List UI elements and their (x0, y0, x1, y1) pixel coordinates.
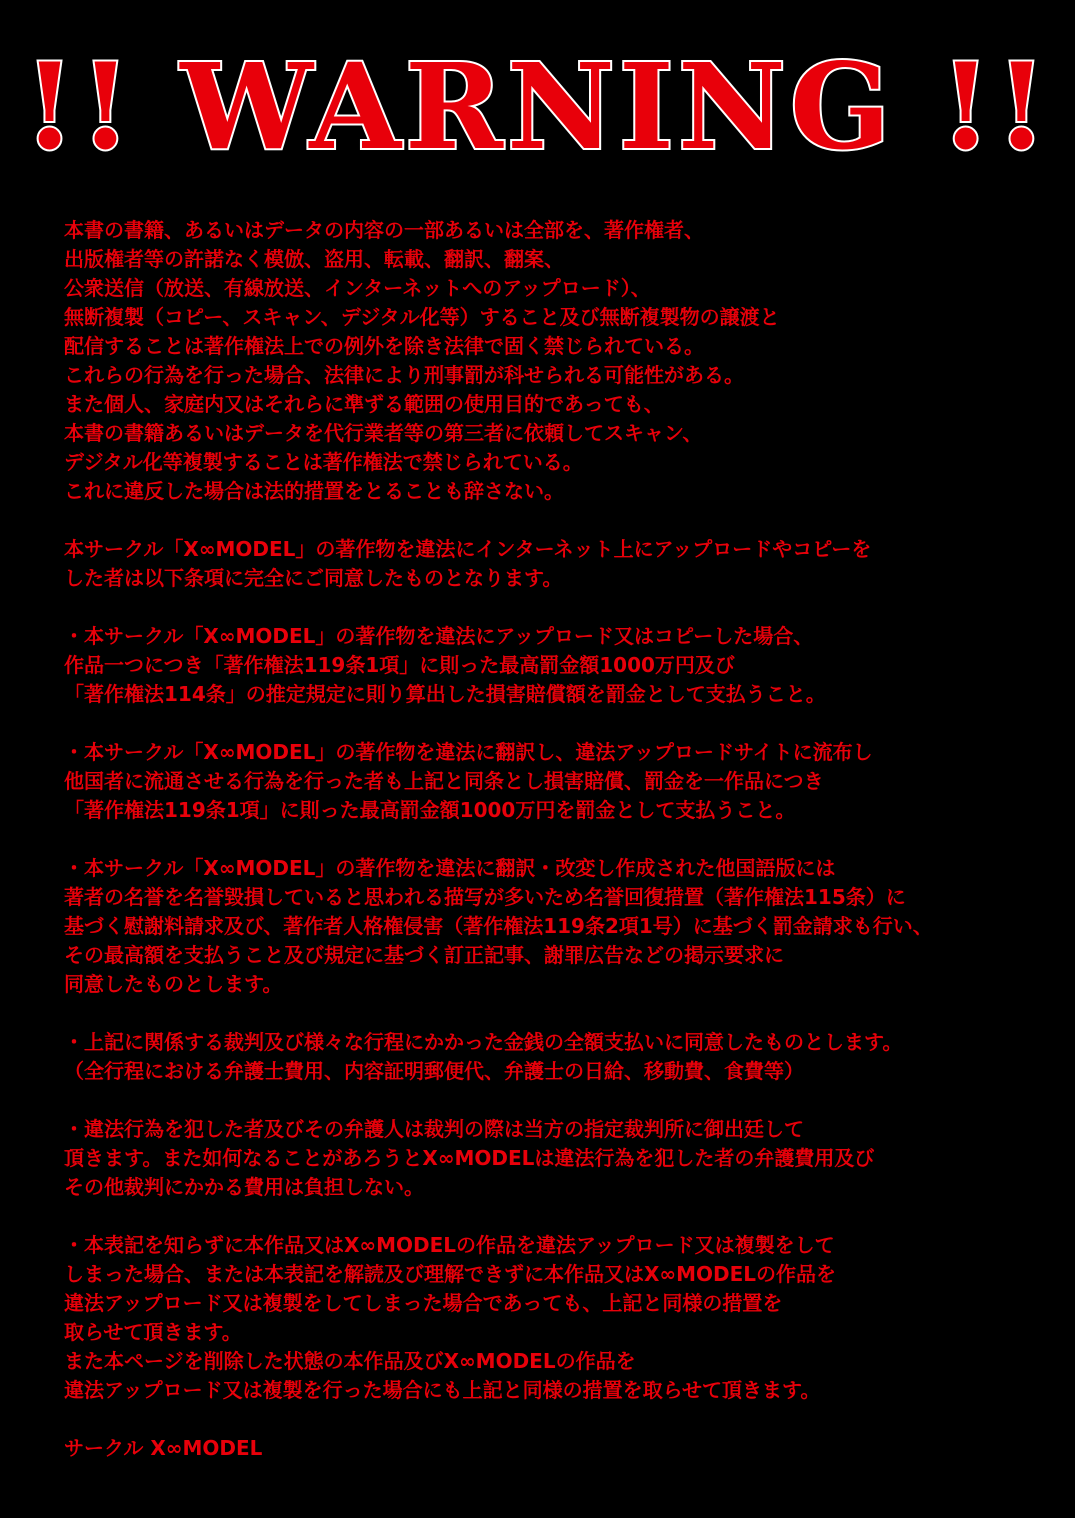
text-line: ・上記に関係する裁判及び様々な行程にかかった金銭の全額支払いに同意したものとします。 (64, 1030, 903, 1054)
text-line: 他国者に流通させる行為を行った者も上記と同条とし損害賠償、罰金を一作品につき (64, 769, 824, 793)
text-line: デジタル化等複製することは著作権法で禁じられている。 (64, 450, 583, 474)
text-line: 配信することは著作権法上での例外を除き法律で固く禁じられている。 (64, 334, 704, 358)
text-line: ・本表記を知らずに本作品又はX∞MODELの作品を違法アップロード又は複製をして (64, 1233, 835, 1257)
paragraph-clause-upload (64, 622, 1064, 709)
text-line: これらの行為を行った場合、法律により刑事罰が科せられる可能性がある。 (64, 363, 744, 387)
text-line: 違法アップロード又は複製を行った場合にも上記と同様の措置を取らせて頂きます。 (64, 1378, 821, 1402)
paragraph-consent-intro (64, 535, 1064, 593)
text-line: ・本サークル「X∞MODEL」の著作物を違法に翻訳し、違法アップロードサイトに流布し (64, 740, 873, 764)
text-line: 違法アップロード又は複製をしてしまった場合であっても、上記と同様の措置を (64, 1291, 783, 1315)
text-line: また個人、家庭内又はそれらに準ずる範囲の使用目的であっても、 (64, 392, 664, 416)
text-line: 「著作権法114条」の推定規定に則り算出した損害賠償額を罰金として支払うこと。 (64, 682, 826, 706)
text-line: ・本サークル「X∞MODEL」の著作物を違法に翻訳・改変し作成された他国語版には (64, 856, 836, 880)
paragraph-clause-costs (64, 1028, 1064, 1086)
text-line: 作品一つにつき「著作権法119条1項」に則った最高罰金額1000万円及び (64, 653, 735, 677)
notice-body (64, 216, 1064, 1463)
paragraph-clause-defamation (64, 854, 1064, 999)
text-line: 同意したものとします。 (64, 972, 283, 996)
text-line: ・本サークル「X∞MODEL」の著作物を違法にアップロード又はコピーした場合、 (64, 624, 814, 648)
text-line: ・違法行為を犯した者及びその弁護人は裁判の際は当方の指定裁判所に御出廷して (64, 1117, 804, 1141)
text-line: 本サークル「X∞MODEL」の著作物を違法にインターネット上にアップロードやコピーを (64, 537, 872, 561)
text-line: その他裁判にかかる費用は負担しない。 (64, 1175, 424, 1199)
text-line: 取らせて頂きます。 (64, 1320, 242, 1344)
text-line: 「著作権法119条1項」に則った最高罰金額1000万円を罰金として支払うこと。 (64, 798, 796, 822)
text-line: 本書の書籍、あるいはデータの内容の一部あるいは全部を、著作権者、 (64, 218, 704, 242)
paragraph-clause-ignorance (64, 1231, 1064, 1405)
text-line: 基づく慰謝料請求及び、著作者人格権侵害（著作権法119条2項1号）に基づく罰金請求も行い、 (64, 914, 933, 938)
text-line: 本書の書籍あるいはデータを代行業者等の第三者に依頼してスキャン、 (64, 421, 703, 445)
paragraph-clause-translation (64, 738, 1064, 825)
text-line: しまった場合、または本表記を解読及び理解できずに本作品又はX∞MODELの作品を (64, 1262, 836, 1286)
text-line: した者は以下条項に完全にご同意したものとなります。 (64, 566, 563, 590)
paragraph-clause-court (64, 1115, 1064, 1202)
circle-signature: サークル X∞MODEL (64, 1436, 263, 1460)
text-line: 著者の名誉を名誉毀損していると思われる描写が多いため名誉回復措置（著作権法115条）に (64, 885, 906, 909)
text-line: 頂きます。また如何なることがあろうとX∞MODELは違法行為を犯した者の弁護費用及び (64, 1146, 875, 1170)
text-line: 出版権者等の許諾なく模倣、盗用、転載、翻訳、翻案、 (64, 247, 564, 271)
warning-title: !! WARNING !! (23, 37, 1052, 176)
paragraph-copyright-prohibition (64, 216, 1064, 506)
text-line: 公衆送信（放送、有線放送、インターネットへのアップロード）、 (64, 276, 651, 300)
text-line: その最高額を支払うこと及び規定に基づく訂正記事、謝罪広告などの掲示要求に (64, 943, 784, 967)
text-line: 無断複製（コピー、スキャン、デジタル化等）すること及び無断複製物の譲渡と (64, 305, 780, 329)
text-line: また本ページを削除した状態の本作品及びX∞MODELの作品を (64, 1349, 636, 1373)
text-line: （全行程における弁護士費用、内容証明郵便代、弁護士の日給、移動費、食費等） (64, 1059, 804, 1083)
text-line: これに違反した場合は法的措置をとることも辞さない。 (64, 479, 564, 503)
